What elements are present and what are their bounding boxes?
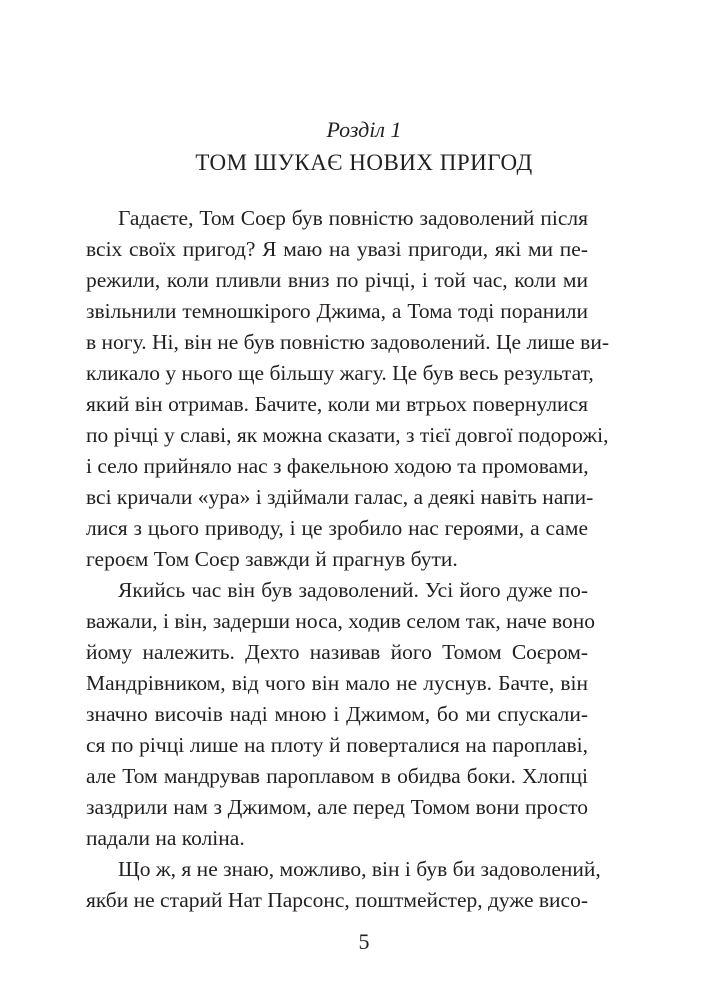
text-line: важали, і він, задерши носа, ходив селом так, наче воно	[86, 609, 596, 633]
text-line: Мандрівником, від чого він мало не луснув. Бачте, він	[86, 671, 588, 695]
text-line: героєм Том Соєр завжди й прагнув бути.	[86, 547, 458, 571]
chapter-number: Розділ 1	[326, 117, 402, 142]
text-line: заздрили нам з Джимом, але перед Томом вони просто	[86, 795, 588, 819]
text-line: йому належить. Дехто називав його Томом Соєром-	[86, 640, 588, 664]
text-line: значно височів наді мною і Джимом, бо ми спускали-	[86, 702, 588, 726]
text-line: в ногу. Ні, він не був повністю задоволений. Це лише ви-	[86, 330, 609, 354]
text-line: режили, коли пливли вниз по річці, і той час, коли ми	[86, 268, 588, 292]
text-line: Гадаєте, Том Соєр був повністю задоволений після	[118, 206, 588, 230]
text-line: але Том мандрував пароплавом в обидва боки. Хлопці	[86, 764, 588, 788]
text-line: Що ж, я не знаю, можливо, він і був би задоволений,	[118, 857, 601, 881]
text-line: якби не старий Нат Парсонс, поштмейстер, дуже висо-	[86, 888, 588, 912]
text-line: ся по річці лише на плоту й поверталися на пароплаві,	[86, 733, 588, 757]
text-line: всіх своїх пригод? Я маю на увазі пригоди, які ми пе-	[86, 237, 588, 261]
page-number: 5	[358, 929, 370, 954]
text-line: по річці у славі, як можна сказати, з тієї довгої подорожі,	[86, 423, 609, 447]
text-line: і село прийняло нас з факельною ходою та промовами,	[86, 454, 589, 478]
text-line: кликало у нього ще більшу жагу. Це був весь результат,	[86, 361, 594, 385]
text-line: падали на коліна.	[86, 826, 245, 850]
text-line: Якийсь час він був задоволений. Усі його дуже по-	[118, 578, 588, 602]
text-line: звільнили темношкірого Джима, а Тома тоді поранили	[86, 299, 588, 323]
chapter-title: ТОМ ШУКАЄ НОВИХ ПРИГОД	[195, 150, 533, 175]
text-line: лися з цього приводу, і це зробило нас героями, а саме	[86, 516, 588, 540]
text-line: який він отримав. Бачите, коли ми втрьох повернулися	[86, 392, 588, 416]
text-line: всі кричали «ура» і здіймали галас, а деякі навіть напи-	[86, 485, 594, 509]
